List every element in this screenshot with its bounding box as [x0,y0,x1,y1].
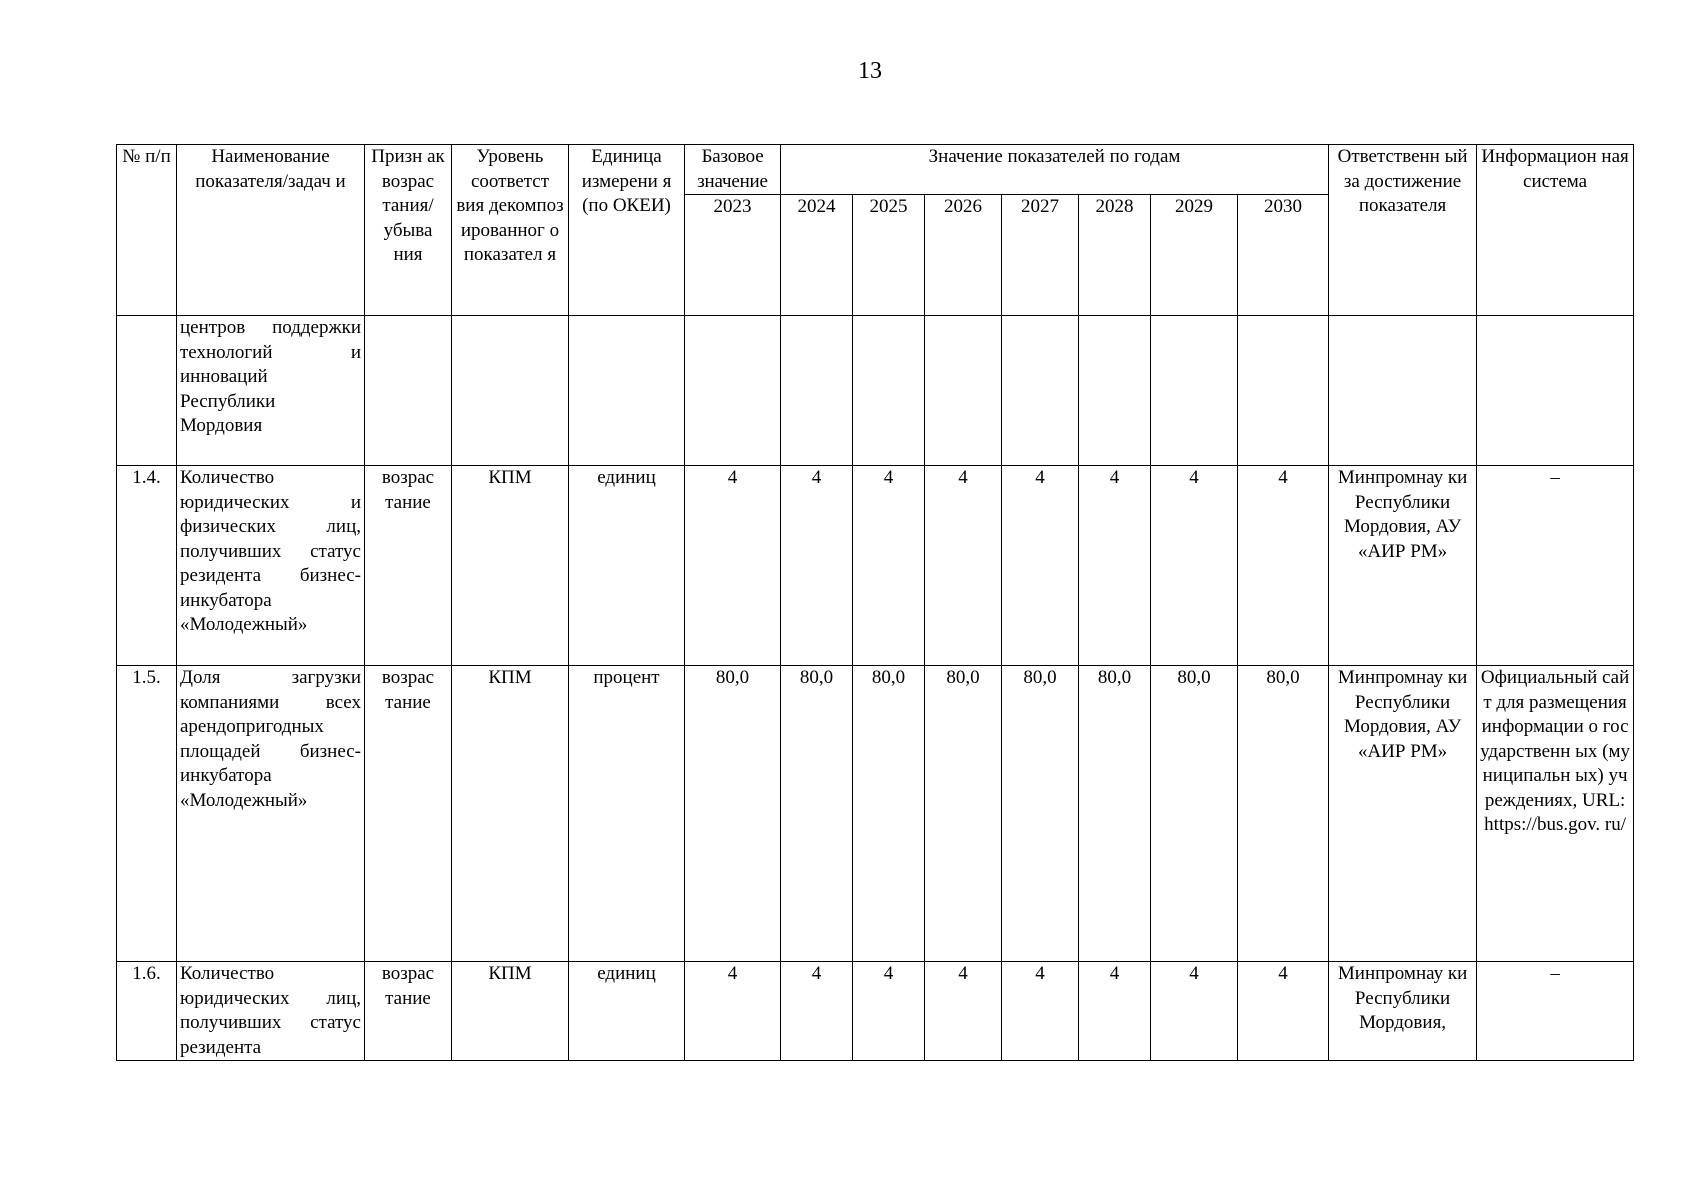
row-value: 80,0 [685,666,781,962]
row-num: 1.5. [117,666,177,962]
header-values-group: Значение показателей по годам [781,145,1329,195]
header-num: № п/п [117,145,177,316]
header-year: 2026 [925,195,1002,316]
row-value [781,316,853,466]
row-value: 4 [781,962,853,1061]
row-num [117,316,177,466]
row-value [1079,316,1151,466]
row-value: 4 [1238,962,1329,1061]
header-year: 2023 [685,195,781,316]
row-name: Количество юридических лиц, получивших статус резидента [177,962,365,1061]
row-unit: единиц [569,962,685,1061]
header-year: 2027 [1002,195,1079,316]
row-sign: возрас тание [365,962,452,1061]
row-value: 4 [925,962,1002,1061]
row-num: 1.6. [117,962,177,1061]
row-unit: процент [569,666,685,962]
row-unit [569,316,685,466]
row-value: 80,0 [1079,666,1151,962]
header-name: Наименование показателя/задач и [177,145,365,316]
header-base: Базовое значение [685,145,781,195]
row-value: 4 [1002,466,1079,666]
row-value: 4 [1238,466,1329,666]
row-info-system [1477,316,1634,466]
row-responsible: Минпромнау ки Республики Мордовия, [1329,962,1477,1061]
row-info-system: – [1477,962,1634,1061]
row-unit: единиц [569,466,685,666]
page-number: 13 [858,58,882,84]
row-name: Количество юридических и физических лиц, получивших статус резидента бизнес- инкубатора «Молодежный» [177,466,365,666]
row-level [452,316,569,466]
row-value [853,316,925,466]
row-value: 4 [925,466,1002,666]
row-value [925,316,1002,466]
row-value: 80,0 [1002,666,1079,962]
header-year: 2028 [1079,195,1151,316]
row-name: центров поддержки технологий и инноваций Республики Мордовия [177,316,365,466]
table-row [117,466,1634,666]
row-value: 4 [1079,962,1151,1061]
header-year: 2025 [853,195,925,316]
row-value: 80,0 [1238,666,1329,962]
header-year: 2029 [1151,195,1238,316]
table-row [117,316,1634,466]
row-level: КПМ [452,666,569,962]
table-row [117,666,1634,962]
row-value: 4 [1002,962,1079,1061]
row-value: 4 [1079,466,1151,666]
row-responsible [1329,316,1477,466]
header-level: Уровень соответст вия декомпоз ированног о показател я [452,145,569,316]
row-num: 1.4. [117,466,177,666]
indicators-table [116,144,1634,1061]
header-sign: Призн ак возрас тания/ убыва ния [365,145,452,316]
row-value: 80,0 [1151,666,1238,962]
row-value [685,316,781,466]
row-value: 4 [1151,962,1238,1061]
header-info-system: Информацион ная система [1477,145,1634,316]
header-year: 2030 [1238,195,1329,316]
row-value: 80,0 [853,666,925,962]
row-info-system: Официальный сайт для размещения информации о государственн ых (муниципальн ых) учреждениях, URL: https://bus.gov. ru/ [1477,666,1634,962]
row-value: 4 [685,466,781,666]
row-level: КПМ [452,466,569,666]
row-sign: возрас тание [365,666,452,962]
row-value: 4 [853,962,925,1061]
row-value: 4 [853,466,925,666]
row-value: 80,0 [781,666,853,962]
row-responsible: Минпромнау ки Республики Мордовия, АУ «АИР РМ» [1329,466,1477,666]
row-level: КПМ [452,962,569,1061]
row-value: 4 [1151,466,1238,666]
row-value: 4 [685,962,781,1061]
header-row [117,145,1634,195]
row-name: Доля загрузки компаниями всех арендопригодных площадей бизнес- инкубатора «Молодежный» [177,666,365,962]
header-responsible: Ответственн ый за достижение показателя [1329,145,1477,316]
header-unit: Единица измерени я (по ОКЕИ) [569,145,685,316]
table-row [117,962,1634,1061]
header-year: 2024 [781,195,853,316]
row-value: 4 [781,466,853,666]
row-info-system: – [1477,466,1634,666]
row-value [1238,316,1329,466]
row-value [1151,316,1238,466]
row-value [1002,316,1079,466]
row-value: 80,0 [925,666,1002,962]
row-sign [365,316,452,466]
row-sign: возрас тание [365,466,452,666]
row-responsible: Минпромнау ки Республики Мордовия, АУ «АИР РМ» [1329,666,1477,962]
